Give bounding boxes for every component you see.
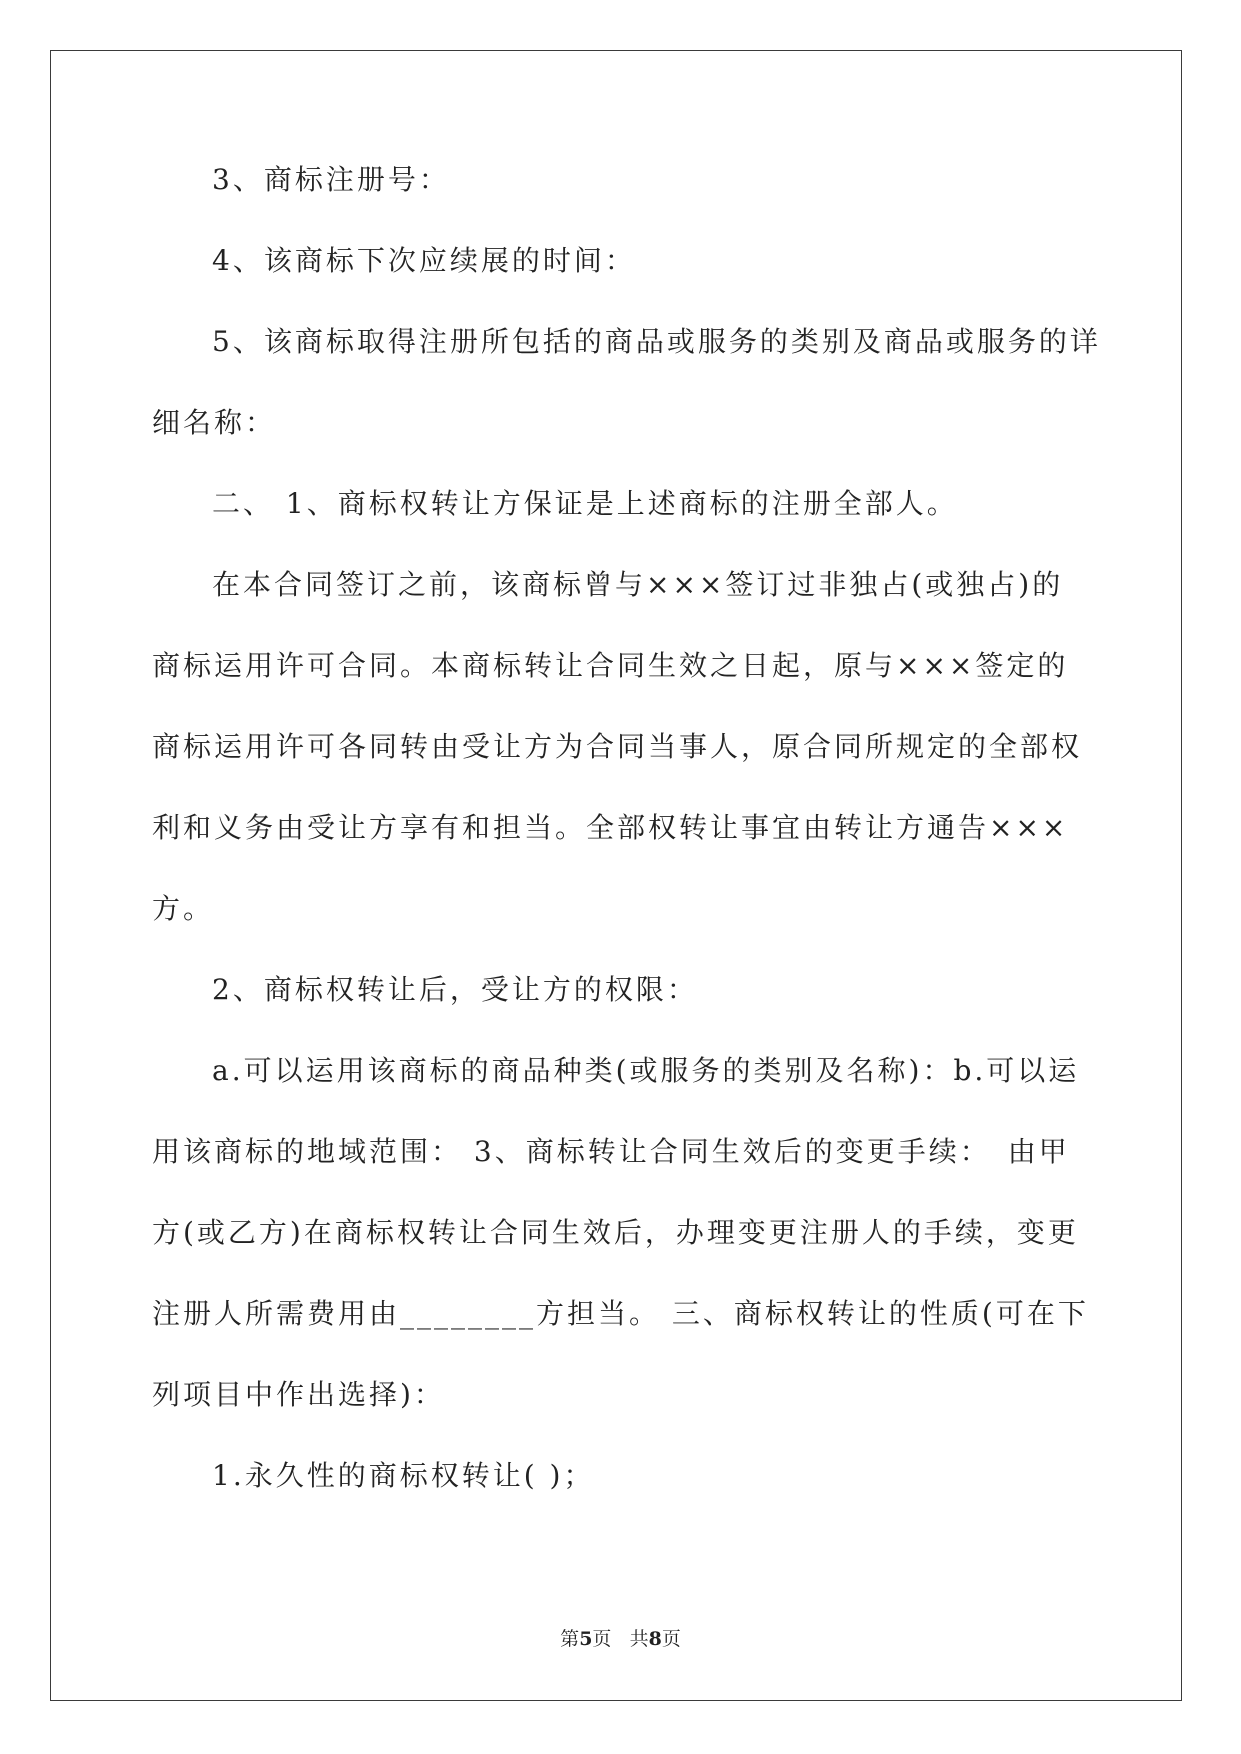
paragraph-line: 2、商标权转让后，受让方的权限： (212, 973, 698, 1006)
paragraph-line: a.可以运用该商标的商品种类(或服务的类别及名称)：b.可以运 (212, 1054, 1080, 1087)
paragraph-line: 在本合同签订之前，该商标曾与×××签订过非独占(或独占)的 (212, 568, 1064, 601)
page-footer (0, 1626, 1241, 1652)
paragraph-line: 二、 1、商标权转让方保证是上述商标的注册全部人。 (212, 487, 958, 520)
footer-page-total: 8 (648, 1628, 662, 1650)
document-body (152, 160, 1101, 1496)
paragraph-line: 细名称： (152, 406, 277, 439)
footer-page-prefix: 第 (560, 1628, 580, 1650)
paragraph-line: 商标运用许可合同。本商标转让合同生效之日起，原与×××签定的 (152, 649, 1069, 682)
paragraph-line: 4、该商标下次应续展的时间： (212, 244, 636, 277)
footer-total-prefix: 共 (629, 1628, 649, 1650)
paragraph-line: 1.永久性的商标权转让( )； (212, 1459, 595, 1492)
paragraph-line: 商标运用许可各同转由受让方为合同当事人，原合同所规定的全部权 (152, 730, 1083, 763)
footer-page-suffix: 页 (592, 1628, 612, 1650)
footer-total-suffix: 页 (661, 1628, 681, 1650)
paragraph-line: 方(或乙方)在商标权转让合同生效后，办理变更注册人的手续，变更 (152, 1216, 1079, 1249)
footer-page-current: 5 (579, 1628, 593, 1650)
paragraph-line: 利和义务由受让方享有和担当。全部权转让事宜由转让方通告××× (152, 811, 1069, 844)
paragraph-line: 注册人所需费用由________方担当。 三、商标权转让的性质(可在下 (152, 1297, 1089, 1330)
paragraph-line: 5、该商标取得注册所包括的商品或服务的类别及商品或服务的详 (212, 325, 1101, 358)
paragraph-line: 用该商标的地域范围： 3、商标转让合同生效后的变更手续： 由甲 (152, 1135, 1070, 1168)
paragraph-line: 方。 (152, 892, 215, 925)
paragraph-line: 3、商标注册号： (212, 163, 450, 196)
paragraph-line: 列项目中作出选择)： (152, 1378, 445, 1411)
